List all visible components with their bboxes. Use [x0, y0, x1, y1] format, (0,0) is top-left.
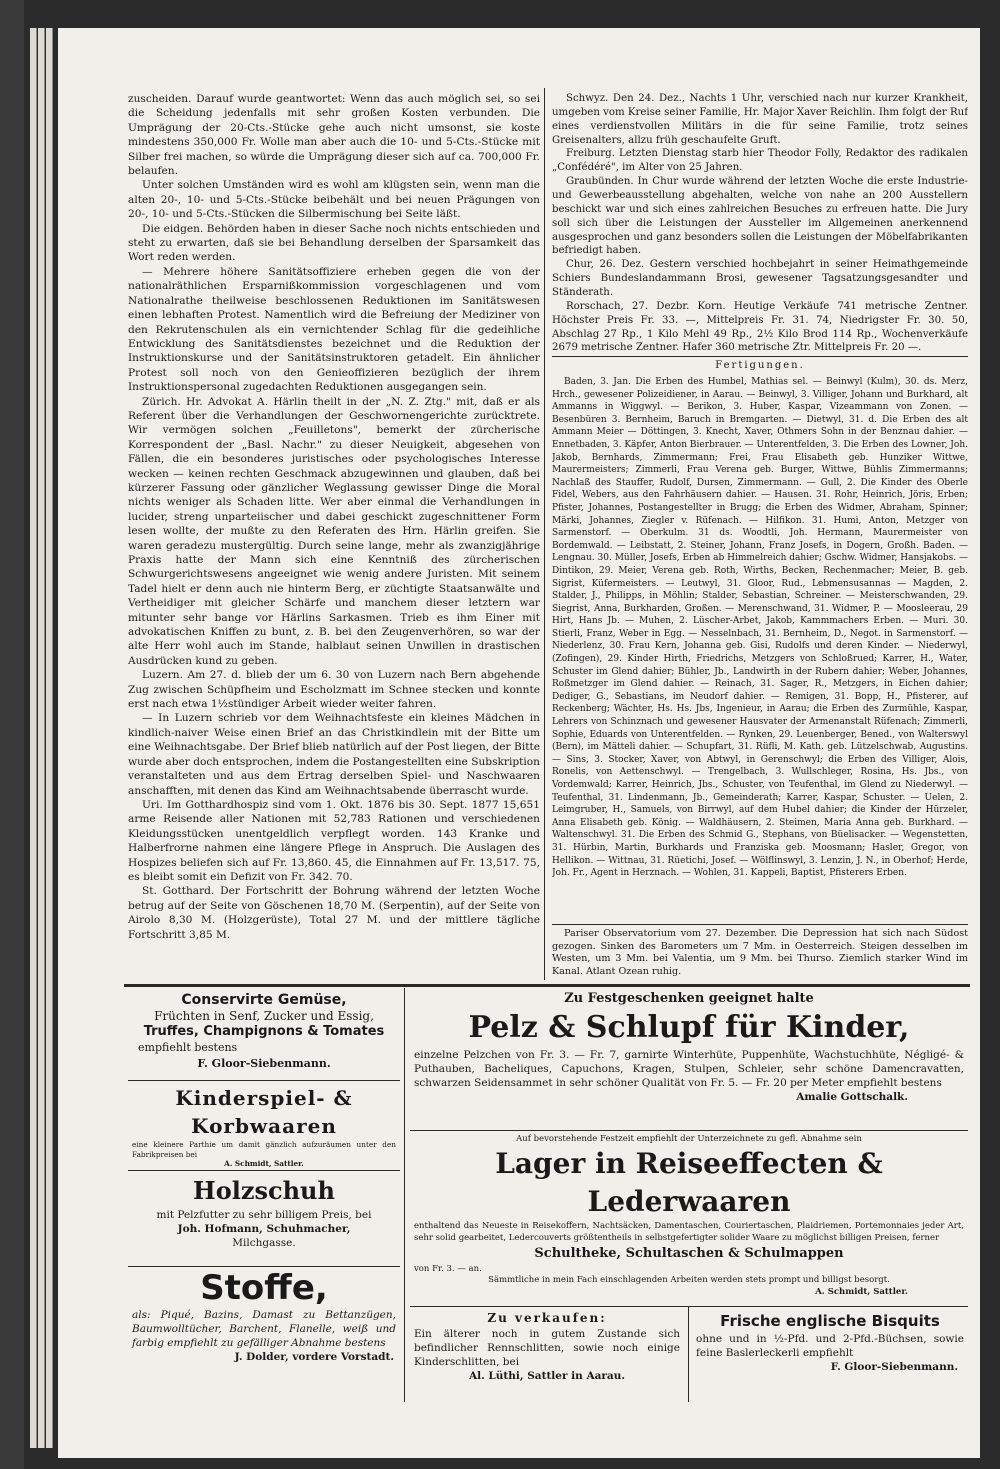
ad-conservirte-line1: Conservirte Gemüse,	[181, 992, 347, 1008]
ad-conservirte	[128, 992, 400, 1084]
ad-stoffe	[128, 1268, 400, 1400]
page-edge	[38, 28, 45, 1448]
ad-stoffe-text: als: Piqué, Bazins, Damast zu Bettanzügen, Baumwolltücher, Barchent, Flanelle, weiß und farbig empfiehlt zu gefälliger Abnahme bestens	[132, 1309, 396, 1349]
ad-divider	[688, 1306, 689, 1402]
article-paragraph: Rorschach, 27. Dezbr. Korn. Heutige Verkäufe 741 metrische Zentner. Höchster Preis Fr. 33. —, Mittelpreis Fr. 31. 74, Niedrigster Fr. 30. 50, Abschlag 27 Rp., 1 Kilo Mehl 49 Rp., 2½ Kilo Brod 114 Rp., Wochenverkäufe 2679 metrische Zentner. Hafer 360 metrische Ztr. Mittelpreis Fr. 20 —.	[552, 300, 968, 354]
observatory-text: Pariser Observatorium vom 27. Dezember. Die Depression hat sich nach Südost gezogen. Sinken des Barometers um 7 Mm. in Oesterreich. Steigen desselben im Westen, um 3 Mm. bei Valentia, um 9 Mm. bei Thurso. Ziemlich starker Wind im Kanal. Atlant Ozean ruhig.	[552, 928, 968, 977]
ad-stoffe-signature: J. Dolder, vordere Vorstadt.	[234, 1351, 394, 1363]
article-paragraph: Graubünden. In Chur wurde während der letzten Woche die erste Industrie- und Gewerbeausstellung abgehalten, welche von nahe an 200 Ausstellern beschickt war und sich eines zahlreichen Besuches zu erfreuen hatte. Die Jury soll sich über die Leistungen der Aussteller im Allgemeinen anerkennend ausgesprochen und ganz besonders sollen die Leistungen der Möbelfabrikanten befriedigt haben.	[552, 176, 968, 257]
ad-lager-title: Lager in Reiseeffecten & Lederwaaren	[495, 1147, 883, 1219]
ad-verkaufen-title: Zu verkaufen:	[487, 1311, 607, 1325]
ad-verkaufen-signature: Al. Lüthi, Sattler in Aarau.	[468, 1370, 626, 1382]
ad-rule	[128, 1170, 400, 1171]
ad-bisquits-text: ohne und in ½-Pfd. und 2-Pfd.-Büchsen, sowie feine Baslerleckerli empfiehlt	[696, 1333, 964, 1359]
ads-column-divider	[404, 988, 405, 1402]
ad-conservirte-line4: empfiehlt bestens	[138, 1041, 238, 1054]
article-paragraph: Uri. Im Gotthardhospiz sind vom 1. Okt. 1876 bis 30. Sept. 1877 15,651 arme Reisende aller Nationen mit 52,783 Rationen und verschiedenen Kleidungsstücken unentgeldlich verpflegt worden. 143 Kranke und Halberfrorne nahmen eine längere Pflege in Anspruch. Die Auslagen des Hospizes beliefen sich auf Fr. 13,860. 45, die Einnahmen auf Fr. 13,517. 75, es bleibt somit ein Defizit von Fr. 342. 70.	[128, 798, 540, 883]
left-news-column	[128, 92, 540, 980]
observatory-report	[552, 928, 968, 980]
ad-conservirte-line2: Früchten in Senf, Zucker und Essig,	[154, 1009, 374, 1023]
article-paragraph: Unter solchen Umständen wird es wohl am klügsten sein, wenn man die alten 20-, 10- und 5-Cts.-Stücke beibehält und bei neuen Prägungen von 20-, 10- und 5-Cts.-Stücken die Silbermischung bei Seite läßt.	[128, 179, 540, 221]
ad-pelz-schlupf	[410, 990, 968, 1130]
article-paragraph: Freiburg. Letzten Dienstag starb hier Theodor Folly, Redaktor des radikalen „Confédéré", im Alter von 25 Jahren.	[552, 148, 968, 174]
ad-pelz-title: Pelz & Schlupf für Kinder,	[468, 1010, 910, 1045]
ad-conservirte-line3: Truffes, Champignons & Tomates	[143, 1024, 385, 1039]
article-paragraph: Zürich. Hr. Advokat A. Härlin theilt in der „N. Z. Ztg." mit, daß er als Referent über die Verhandlungen der Geschwornengerichte zurücktrete. Wir vermögen solchen „Feuilletons", bemerkt der zürcherische Korrespondent der „Basl. Nachr." zu dieser Neuigkeit, abgesehen von Fällen, die ein besonderes juristisches oder psychologisches Interesse wecken — keinen rechten Geschmack abzugewinnen und glauben, daß bei kürzerer Fassung oder gänzlicher Weglassung gewisser Dinge die Moral nichts weniger als Schaden litte. Wer aber einmal die Verhandlungen in lucider, streng unparteiischer und dabei geschickt zugeschnittener Form lesen wollte, der mußte zu den Referaten des Hrn. Härlin greifen. Sie waren geradezu mustergültig. Durch seine lange, mehr als zwanzigjährige Praxis hatte der Mann sich eine Kenntniß des zürcherischen Schwurgerichtswesens angeeignet wie wenig andere Juristen. Mit seinem Tadel hielt er denn auch nie hinterm Berg, er züchtigte Staatsanwälte und Vertheidiger mit gleicher Schärfe und manchem dieser letztern war mitunter sehr bange vor Härlins Sarkasmen. Trieb es ihm Einer mit advokatischen Kniffen zu bunt, z. B. bei den Zeugenverhören, so war der alte Herr wohl auch im Stande, halblaut seinen Unwillen in drastischen Ausdrücken kund zu geben.	[128, 395, 540, 667]
ad-lager-price: von Fr. 3. — an.	[414, 1263, 482, 1274]
ad-lager-text: enthaltend das Neueste in Reisekoffern, Nachtsäcken, Damentaschen, Couriertaschen, Plaidriemen, Portemonnaies jeder Art, sehr solid gearbeitet, Ledercouverts größtentheils in selbstgefertigter solider Waare zu möglichst billigen Preisen, ferner	[414, 1221, 964, 1243]
article-paragraph: Die eidgen. Behörden haben in dieser Sache noch nichts entschieden und steht zu erwarten, daß sie bei Behandlung derselben der Sparsamkeit das Wort reden werden.	[128, 222, 540, 264]
ad-pelz-signature: Amalie Gottschalk.	[796, 1091, 908, 1103]
article-paragraph: Schwyz. Den 24. Dez., Nachts 1 Uhr, verschied nach nur kurzer Krankheit, umgeben vom Kreise seiner Familie, Hr. Major Xaver Reichlin. Ihm folgt der Ruf eines verdienstvollen Militärs in die für seine Familie, trotz seines Greisenalters, allzu früh geschaufelte Gruft.	[552, 93, 968, 146]
article-paragraph: zuscheiden. Darauf wurde geantwortet: Wenn das auch möglich sei, so sei die Scheidung jedenfalls mit sehr großen Kosten verbunden. Die Umprägung der 20-Cts.-Stücke gehe auch nicht umsonst, sie koste mindestens 350,000 Fr. Wolle man aber auch die 10- und 5-Cts.-Stücke mit Silber frei machen, so würde die Umprägung dieser sich auf ca. 700,000 Fr. belaufen.	[128, 93, 540, 178]
ad-kinderspiel-title: Kinderspiel- & Korbwaaren	[175, 1086, 353, 1138]
ad-rule	[128, 1266, 400, 1267]
article-paragraph: — In Luzern schrieb vor dem Weihnachtsfeste ein kleines Mädchen in kindlich-naiver Weise einen Brief an das Christkindlein mit der Bitte um eine Weihnachtsgabe. Der Brief blieb natürlich auf der Post liegen, der Bitte wurde aber doch entsprochen, indem die Postangestellten eine Subskription veranstalteten und aus dem Ertrag derselben Spiel- und Naschwaaren anschafften, mit denen das Kind am Weihnachtsabende überrascht wurde.	[128, 712, 540, 797]
article-paragraph: Luzern. Am 27. d. blieb der um 6. 30 von Luzern nach Bern abgehende Zug zwischen Schüpfheim und Escholzmatt im Schnee stecken und konnte erst nach etwa 1½stündiger Arbeit wieder weiter fahren.	[128, 669, 540, 711]
ad-bisquits	[692, 1310, 968, 1400]
page-edge	[30, 28, 37, 1448]
fertigungen-list	[552, 376, 968, 918]
ad-zu-verkaufen	[410, 1310, 684, 1400]
ad-bisquits-title: Frische englische Bisquits	[720, 1312, 940, 1330]
ad-kinderspiel	[128, 1084, 400, 1168]
ad-pelz-intro: Zu Festgeschenken geeignet halte	[564, 991, 814, 1006]
ad-holzschuh-signature: Joh. Hofmann, Schuhmacher,	[177, 1223, 351, 1235]
section-rule	[552, 924, 968, 925]
fertigungen-text: Baden, 3. Jan. Die Erben des Humbel, Mathias sel. — Beinwyl (Kulm), 30. ds. Merz, Hrch., gewesener Polizeidiener, in Aarau. — Beinwyl, 3. Villiger, Johann und Burkhard, alt Ammanns in Wiggwyl. — Berikon, 3. Huber, Kaspar, Vizeammann von Zonen. — Besenbüren 3. Bernheim, Baruch in Bremgarten. — Dietwyl, 31. d. Die Erben des alt Ammann Meier — Döttingen, 3. Knecht, Xaver, Othmers Sohn in der Benznau dahier. — Ennetbaden, 3. Käpfer, Anton Bierbrauer. — Unterentfelden, 3. Die Erben des Lowner, Joh. Jakob, Bernhards, Zimmermann; Frei, Frau Elisabeth geb. Hunziker Wittwe, Maurermeisters; Zimmerli, Frau Verena geb. Burger, Wittwe, Bühlis Zimmermanns; Nachlaß des Stauffer, Rudolf, Dursen, Zimmermann. — Gull, 2. Die Kinder des Oberle Fidel, Webers, aus den Fahrhäusern dahier. — Hausen. 31. Rohr, Heinrich, Jöris, Erben; Pfister, Johannes, Postangestellter in Brugg; die Erben des Widmer, Abraham, Spinner; Märki, Johannes, Ziegler v. Rüfenach. — Hilfikon. 31. Humi, Anton, Metzger von Sarmenstorf. — Oberkulm. 31 ds. Woodtli, Joh. Hermann, Maurermeister von Bordemwald. — Leibstatt, 2. Steiner, Johann, Franz Josefs, in Dogern, Großh. Baden. — Lengnau. 30. Müller, Josefs, Erben ab Himmelreich dahier; Gschw. Widmer, Hansjakobs. — Dintikon, 29. Meier, Verena geb. Roth, Wirths, Becken, Rechenmacher; Meier, B. geb. Sigrist, Küfermeisters. — Leutwyl, 31. Gloor, Rud., Lebmensusannas — Magden, 2. Stalder, J., Philipps, in Möhlin; Stalder, Sebastian, Schreiner. — Meisterschwanden, 29. Siegrist, Anna, Burkharden, Großen. — Merenschwand, 31. Widmer, P. — Moosleerau, 29 Hirt, Hans Jb. — Muhen, 2. Lüscher-Arbet, Jakob, Kammmachers Erben. — Muri. 30. Stierli, Franz, Weber in Egg. — Nesselnbach, 31. Bernheim, D., Negot. in Sarmenstorf. — Niederlenz, 30. Frau Kern, Johanna geb. Gisi, Rudolfs und deren Kinder. — Niederwyl, (Zofingen), 29. Kinder Hirth, Friedrichs, Metzgers von Schloßrued; Karrer, H., Water, Schuster im Glend dahier; Bühler, Jb., Landwirth in der Rubern dahier; Weber, Johannes, Roßmetzger im Glend dahier. — Reinach, 31. Sager, R., Metzgers, in Eichen dahier; Dediger, G., Sebastians, im Neudorf dahier. — Remigen, 31. Bopp, H., Pfisterer, auf Reckenberg; Wächter, Hs. Hs. Jbs, Ingenieur, in Aarau; die Erben des Zurmühle, Kaspar, Lehrers von Schinznach und gewesener Hausvater der Armenanstalt Rüfenach; Zimmerli, Sophie, Eduards von Unterentfelden. — Rynken, 29. Leuenberger, Bened., von Walterswyl (Bern), im Mätteli dahier. — Schupfart, 31. Rüfli, M. Kath. geb. Lützelschwab, Augustins. — Sins, 3. Stocker, Xaver, von Abtwyl, in Gerenschwyl; die Erben des Villiger, Alois, Ronelis, von Aettenschwyl. — Trengelbach, 3. Wullschleger, Rosina, Hs. Jbs., von Vordemwald; Karrer, Heinrich, Jbs., Schuster, von Teufenthal, im Glend zu Niederwyl. — Teufenthal, 31. Lindenmann, Jb., Gemeinderath; Karrer, Kaspar, Schuster. — Uelen, 2. Leimgruber, H., Samuels, von Birrwyl, auf dem Hubel dahier; die Kinder der Hürzeler, Anna Elisabeth geb. König. — Waldhäusern, 2. Steimen, Maria Anna geb. Burkhard. — Waltenschwyl. 31. Die Erben des Schmid G., Stephans, von Büelisacker. — Wegenstetten, 31. Hürbin, Martin, Burkhards und Franziska geb. Moosmann; Hasler, Gregor, von Hellikon. — Wittnau, 31. Rüetichi, Josef. — Wölflinswyl, 3. Lenzin, J. N., in Oberhof; Herde, Joh. Fr., Agent in Herznach. — Wohlen, 31. Kappeli, Baptist, Pfisterers Erben.	[552, 377, 968, 879]
ad-lager-intro: Auf bevorstehende Festzeit empfiehlt der Unterzeichnete zu gefl. Abnahme sein	[516, 1134, 862, 1144]
ad-lager-signature: A. Schmidt, Sattler.	[815, 1286, 908, 1297]
ad-conservirte-signature: F. Gloor-Siebenmann.	[197, 1057, 331, 1070]
ad-lager-subtitle: Schultheke, Schultaschen & Schulmappen	[534, 1245, 844, 1261]
ad-rule	[128, 1080, 400, 1081]
ad-lager-reiseeffecten	[410, 1134, 968, 1304]
ad-kinderspiel-text: eine kleinere Parthie um damit gänzlich aufzuräumen unter den Fabrikpreisen bei	[132, 1140, 396, 1159]
ad-holzschuh	[128, 1174, 400, 1266]
ad-holzschuh-title: Holzschuh	[193, 1176, 335, 1205]
ad-rule	[410, 1306, 968, 1307]
ads-top-rule	[124, 984, 970, 987]
right-news-column	[552, 92, 968, 354]
article-paragraph: — Mehrere höhere Sanitätsoffiziere erheben gegen die von der nationalräthlichen Ersparnißkommission vorgeschlagenen und vom Nationalrathe theilweise beschlossenen Reduktionen im Sanitätswesen einen lebhaften Protest. Namentlich wird die Befreiung der Mediziner von den Rekrutenschulen als ein vernichtender Schlag für die gedeihliche Entwicklung des Sanitätsdienstes bezeichnet und die Reduktion der Instruktionskurse und der Sanitätsinstruktoren getadelt. Ein ähnlicher Protest soll noch von den Genieoffizieren bezüglich der ihrem Instruktionspersonal zugedachten Reduktionen ausgegangen sein.	[128, 265, 540, 394]
column-divider	[544, 88, 545, 980]
page-edge	[46, 28, 53, 1448]
ad-lager-note: Sämmtliche in mein Fach einschlagenden Arbeiten werden stets prompt und billigst besorgt.	[488, 1275, 890, 1286]
fertigungen-heading: Fertigungen.	[715, 360, 805, 371]
section-rule	[552, 356, 968, 357]
ad-holzschuh-text: mit Pelzfutter zu sehr billigem Preis, bei	[156, 1209, 372, 1221]
ad-rule	[410, 1130, 968, 1131]
ad-verkaufen-text: Ein älterer noch in gutem Zustande sich befindlicher Rennschlitten, sowie noch einige Kinderschlitten, bei	[414, 1328, 680, 1368]
article-paragraph: St. Gotthard. Der Fortschritt der Bohrung während der letzten Woche betrug auf der Seite von Göschenen 18,70 M. (Serpentin), auf der Seite von Airolo 8,30 M. (Holzgerüste), Total 27 M. und der mittlere tägliche Fortschritt 3,85 M.	[128, 885, 540, 941]
article-paragraph: Chur, 26. Dez. Gestern verschied hochbejahrt in seiner Heimathgemeinde Schiers Bundeslandammann Brosi, gewesener Tagsatzungsgesandter und Ständerath.	[552, 259, 968, 299]
ad-holzschuh-address: Milchgasse.	[232, 1237, 296, 1249]
page-binding-shadow	[0, 0, 24, 1469]
ad-stoffe-title: Stoffe,	[200, 1268, 328, 1308]
ad-pelz-text: einzelne Pelzchen von Fr. 3. — Fr. 7, garnirte Winterhüte, Puppenhüte, Wachstuchhüte, Négligé- & Puthauben, Bacheliques, Capuchons, Kragen, Stulpen, Schleier, sehr schöne Damencravatten, schwarzen Seidensammet in sehr schöner Qualität von Fr. 5. — Fr. 20 per Meter empfiehlt bestens	[414, 1049, 964, 1089]
ad-bisquits-signature: F. Gloor-Siebenmann.	[830, 1361, 958, 1373]
ad-kinderspiel-signature: A. Schmidt, Sattler.	[224, 1159, 304, 1168]
